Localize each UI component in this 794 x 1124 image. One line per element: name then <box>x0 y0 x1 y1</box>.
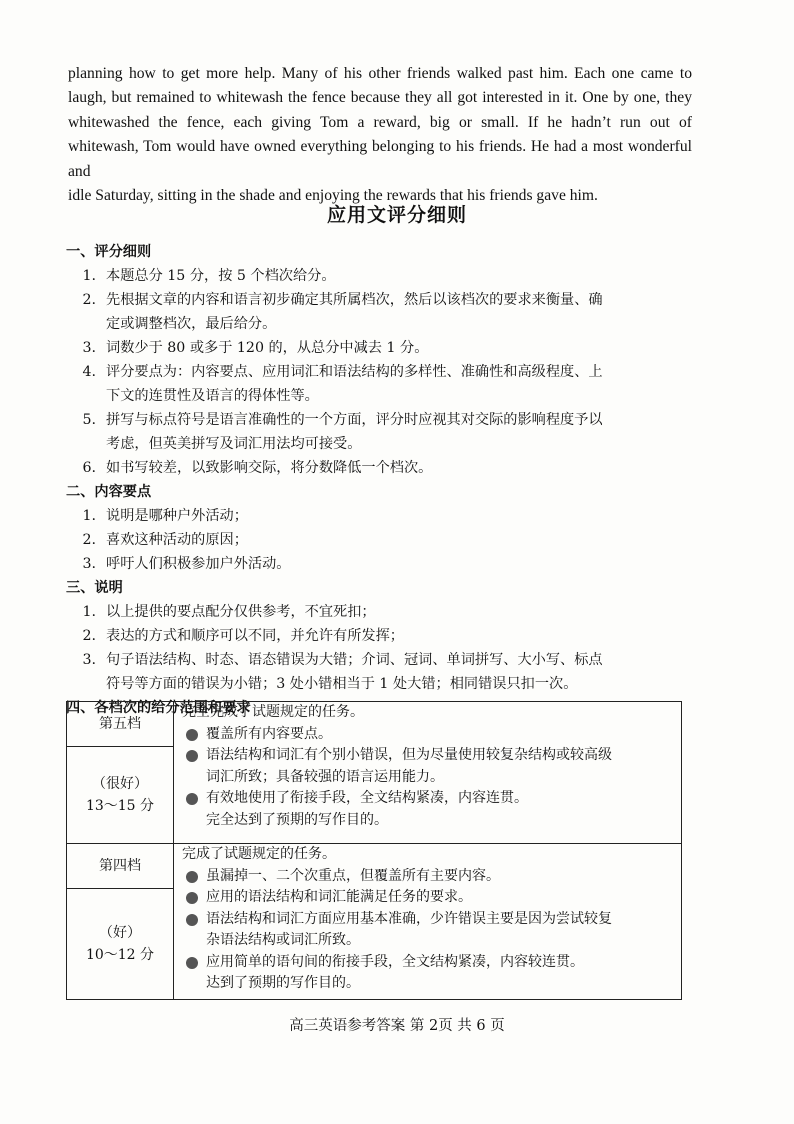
list-item <box>66 336 696 360</box>
level-criterion <box>182 887 675 909</box>
list-item <box>66 288 696 336</box>
section-heading: 二、内容要点 <box>66 484 152 500</box>
item-text <box>100 648 696 696</box>
level-intro: 完全完成了试题规定的任务。 <box>182 704 364 720</box>
item-number-text: 1. <box>82 604 96 620</box>
level-criterion <box>182 866 675 888</box>
grading-table <box>66 701 682 1000</box>
item-text <box>100 264 696 288</box>
bullet-icon <box>186 750 198 762</box>
list-item <box>66 456 696 480</box>
list-item <box>66 408 696 456</box>
criterion-line: 词汇所致；具备较强的语言运用能力。 <box>206 768 444 785</box>
level-grade: （很好） <box>92 776 148 792</box>
item-number-text: 5. <box>82 412 96 428</box>
item-number-text: 1. <box>82 508 96 524</box>
bullet-icon <box>186 729 198 741</box>
item-text <box>100 600 696 624</box>
list-item <box>66 504 696 528</box>
level-description <box>174 702 682 844</box>
bullet-icon <box>186 793 198 805</box>
level-score-cell <box>67 747 174 844</box>
item-text-line: 呼吁人们积极参加户外活动。 <box>106 556 291 572</box>
list-item <box>66 648 696 696</box>
item-text-line: 拼写与标点符号是语言准确性的一个方面，评分时应视其对交际的影响程度予以 <box>106 412 603 428</box>
item-text <box>100 360 696 408</box>
level-name: 第五档 <box>99 716 141 732</box>
list-item <box>66 360 696 408</box>
rubric-section <box>66 480 696 576</box>
level-intro: 完成了试题规定的任务。 <box>182 846 336 862</box>
bullet-icon <box>186 892 198 904</box>
paragraph-line: whitewashed the fence, each giving Tom a reward, big or small. If he hadn’t run out of <box>68 113 692 131</box>
table-row <box>67 702 682 747</box>
item-text-line: 本题总分 15 分，按 5 个档次给分。 <box>106 268 336 284</box>
item-number-text: 2. <box>82 628 96 644</box>
page-footer: 高三英语参考答案 第 2页 共 6 页 <box>289 1018 505 1034</box>
level-criterion <box>182 788 675 810</box>
item-text <box>100 624 696 648</box>
page-title: 应用文评分细则 <box>326 204 467 226</box>
list-item <box>66 552 696 576</box>
item-text-line: 符号等方面的错误为小错；3 处小错相当于 1 处大错；相同错误只扣一次。 <box>106 676 578 692</box>
story-paragraph <box>68 62 692 208</box>
item-number-text: 3. <box>82 340 96 356</box>
level-range: 13～15 分 <box>85 798 155 814</box>
level-grade: （好） <box>99 925 141 941</box>
criterion-line: 覆盖所有内容要点。 <box>206 725 332 742</box>
level-criterion <box>182 745 675 788</box>
criterion-line: 虽漏掉一、二个次重点，但覆盖所有主要内容。 <box>206 867 500 884</box>
paragraph-line: laugh, but remained to whitewash the fence because they all got interested in it. One by one, they <box>68 89 692 107</box>
paragraph-line: idle Saturday, sitting in the shade and enjoying the rewards that his friends gave him. <box>68 187 598 205</box>
item-number-text: 2. <box>82 532 96 548</box>
section-heading: 四、各档次的给分范围和要求 <box>66 700 251 716</box>
item-text <box>100 528 696 552</box>
item-text-line: 句子语法结构、时态、语态错误为大错；介词、冠词、单词拼写、大小写、标点 <box>106 652 603 668</box>
item-text <box>100 552 696 576</box>
item-number-text: 6. <box>82 460 96 476</box>
rubric-section <box>66 240 696 480</box>
item-text <box>100 288 696 336</box>
item-number-text: 1. <box>82 268 96 284</box>
criterion-line: 应用的语法结构和词汇能满足任务的要求。 <box>206 889 472 905</box>
section-heading: 一、评分细则 <box>66 244 152 260</box>
level-name-cell <box>67 844 174 889</box>
criterion-line: 有效地使用了衔接手段，全文结构紧凑，内容连贯。 <box>206 790 528 806</box>
item-text-line: 考虑，但英美拼写及词汇用法均可接受。 <box>106 436 362 452</box>
item-text-line: 词数少于 80 或多于 120 的，从总分中减去 1 分。 <box>106 340 429 356</box>
item-text <box>100 408 696 456</box>
item-text <box>100 504 696 528</box>
item-number-text: 4. <box>82 364 96 380</box>
level-description <box>174 844 682 1000</box>
bullet-icon <box>186 914 198 926</box>
item-text-line: 表达的方式和顺序可以不同，并允许有所发挥； <box>106 628 404 644</box>
item-text <box>100 336 696 360</box>
level-criterion <box>182 909 675 952</box>
criterion-line: 应用简单的语句间的衔接手段，全文结构紧凑，内容较连贯。 <box>206 953 584 970</box>
rubric-section <box>66 576 696 696</box>
level-criterion <box>182 952 675 974</box>
item-number-text: 2. <box>82 292 96 308</box>
section-heading: 三、说明 <box>66 580 123 596</box>
list-item <box>66 528 696 552</box>
paragraph-line: whitewash, Tom would have owned everything belonging to his friends. He had a most wonderful and <box>68 138 692 180</box>
item-text-line: 先根据文章的内容和语言初步确定其所属档次，然后以该档次的要求来衡量、确 <box>106 292 603 308</box>
bullet-icon <box>186 871 198 883</box>
level-criterion <box>182 724 675 746</box>
level-outro: 完全达到了预期的写作目的。 <box>206 811 388 828</box>
item-text-line: 如书写较差，以致影响交际，将分数降低一个档次。 <box>106 460 433 476</box>
criterion-line: 语法结构和词汇有个别小错误，但为尽量使用较复杂结构或较高级 <box>206 747 612 763</box>
item-text-line: 喜欢这种活动的原因； <box>106 532 248 548</box>
list-item <box>66 624 696 648</box>
item-text-line: 说明是哪种户外活动； <box>106 508 248 524</box>
level-name: 第四档 <box>99 858 141 874</box>
list-item <box>66 600 696 624</box>
bullet-icon <box>186 957 198 969</box>
criterion-line: 语法结构和词汇方面应用基本准确，少许错误主要是因为尝试较复 <box>206 910 612 927</box>
item-number-text: 3. <box>82 556 96 572</box>
item-text <box>100 456 696 480</box>
level-score-cell <box>67 889 174 1000</box>
item-text-line: 评分要点为：内容要点、应用词汇和语法结构的多样性、准确性和高级程度、上 <box>106 364 603 380</box>
table-row <box>67 844 682 889</box>
level-outro: 达到了预期的写作目的。 <box>206 975 360 991</box>
item-text-line: 定或调整档次，最后给分。 <box>106 316 277 332</box>
item-text-line: 以上提供的要点配分仅供参考，不宜死扣； <box>106 604 376 620</box>
level-range: 10～12 分 <box>85 947 155 963</box>
level-name-cell <box>67 702 174 747</box>
item-text-line: 下文的连贯性及语言的得体性等。 <box>106 388 319 404</box>
criterion-line: 杂语法结构或词汇所致。 <box>206 932 360 948</box>
item-number-text: 3. <box>82 652 96 668</box>
paragraph-line: planning how to get more help. Many of his other friends walked past him. Each one came to <box>68 65 692 82</box>
list-item <box>66 264 696 288</box>
rubric-sections <box>66 240 696 720</box>
